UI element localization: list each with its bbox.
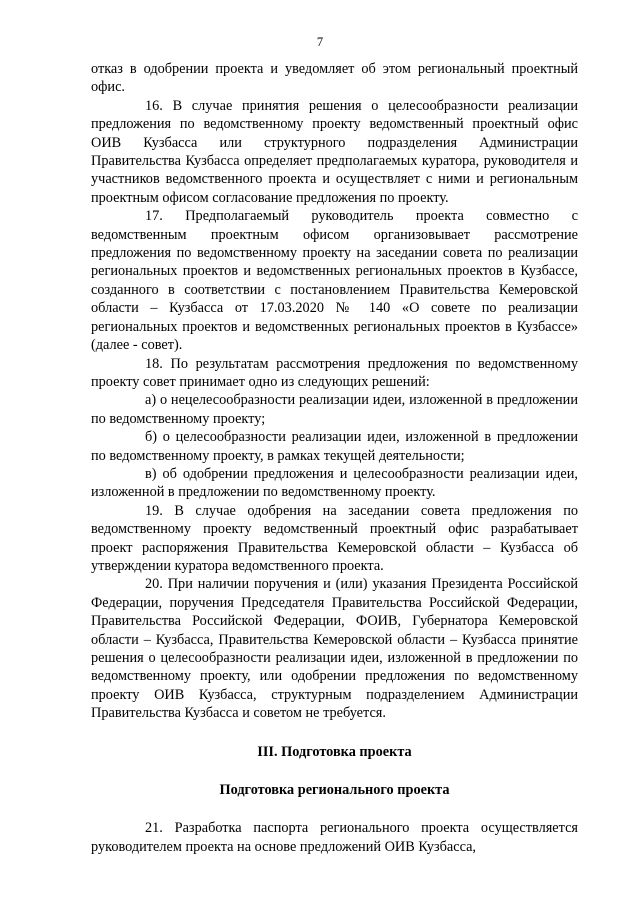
paragraph-16: 16. В случае принятия решения о целесообразности реализации предложения по ведомственному проекту ведомственный проектный офис ОИВ Кузбасса или структурного подразделения Администрации Правительства Кузбасса определяет предполагаемых куратора, руководителя и участников ведомственного проекта и осуществляет с ними и региональным проектным офисом согласование предложения по проекту. [91, 97, 578, 206]
paragraph-18: 18. По результатам рассмотрения предложения по ведомственному проекту совет принимает одно из следующих решений: [91, 355, 578, 390]
paragraph-19: 19. В случае одобрения на заседании совета предложения по ведомственному проекту ведомственный проектный офис разрабатывает проект распоряжения Правительства Кемеровской области – Кузбасса об утверждении куратора ведомственного проекта. [91, 502, 578, 574]
paragraph-18a: а) о нецелесообразности реализации идеи, изложенной в предложении по ведомственному проекту; [91, 392, 578, 427]
section-heading: III. Подготовка проекта [257, 743, 412, 760]
paragraph-18c: в) об одобрении предложения и целесообразности реализации идеи, изложенной в предложении по ведомственному проекту. [91, 465, 578, 501]
document-body [91, 60, 578, 856]
paragraph-20: 20. При наличии поручения и (или) указания Президента Российской Федерации, поручения Председателя Правительства Российской Федерации, Правительства Российской Федерации, ФОИВ, Губернатора Кемеровской области – Кузбасса, Правительства Кемеровской области – Кузбасса принятие решения о целесообразности реализации идеи, изложенной в предложении по ведомственному проекту, или одобрении предложения по ведомственному проекту ОИВ Кузбасса, структурным подразделением Администрации Правительства Кузбасса и советом не требуется. [91, 576, 578, 722]
page-number: 7 [316, 35, 324, 49]
paragraph-21: 21. Разработка паспорта регионального проекта осуществляется руководителем проекта на основе предложений ОИВ Кузбасса, [91, 820, 578, 855]
subsection-heading: Подготовка регионального проекта [219, 782, 450, 799]
paragraph-continuation: отказ в одобрении проекта и уведомляет об этом региональный проектный офис. [91, 61, 578, 96]
paragraph-17: 17. Предполагаемый руководитель проекта совместно с ведомственным проектным офисом организовывает рассмотрение предложения по ведомственному проекту на заседании совета по реализации региональных проектов и ведомственных региональных проектов в Кузбассе, созданного в соответствии с постановлением Правительства Кемеровской области – Кузбасса от 17.03.2020 № 140 «О совете по реализации региональных проектов и ведомственных региональных проектов в Кузбассе» (далее - совет). [91, 208, 578, 354]
paragraph-18b: б) о целесообразности реализации идеи, изложенной в предложении по ведомственному проекту, в рамках текущей деятельности; [91, 429, 578, 464]
